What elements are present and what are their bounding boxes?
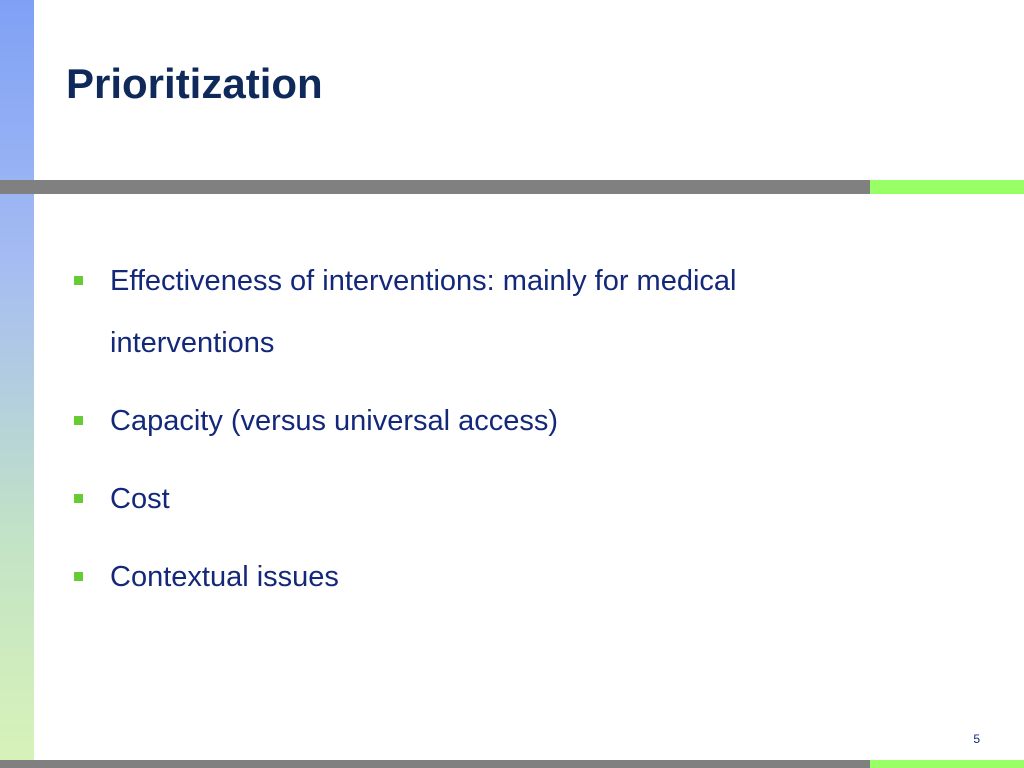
square-bullet-icon bbox=[74, 276, 83, 285]
bullet-item bbox=[72, 250, 892, 374]
slide-title: Prioritization bbox=[66, 60, 323, 107]
bullet-text: Contextual issues bbox=[110, 561, 339, 593]
footer-divider-green bbox=[870, 760, 1024, 768]
title-divider-green bbox=[870, 180, 1024, 194]
bullet-text: Capacity (versus universal access) bbox=[110, 405, 559, 437]
title-divider-gray bbox=[0, 180, 870, 194]
bullet-text: Effectiveness of interventions: mainly for medical interventions bbox=[110, 265, 737, 359]
square-bullet-icon bbox=[74, 416, 83, 425]
square-bullet-icon bbox=[74, 572, 83, 581]
bullet-item bbox=[72, 546, 892, 608]
square-bullet-icon bbox=[74, 494, 83, 503]
page-number: 5 bbox=[973, 732, 980, 746]
bullet-item bbox=[72, 468, 892, 530]
footer-divider-gray bbox=[0, 760, 870, 768]
bullet-text: Cost bbox=[110, 483, 170, 515]
left-gradient-bar bbox=[0, 0, 34, 768]
bullet-list bbox=[72, 250, 892, 624]
bullet-item bbox=[72, 390, 892, 452]
